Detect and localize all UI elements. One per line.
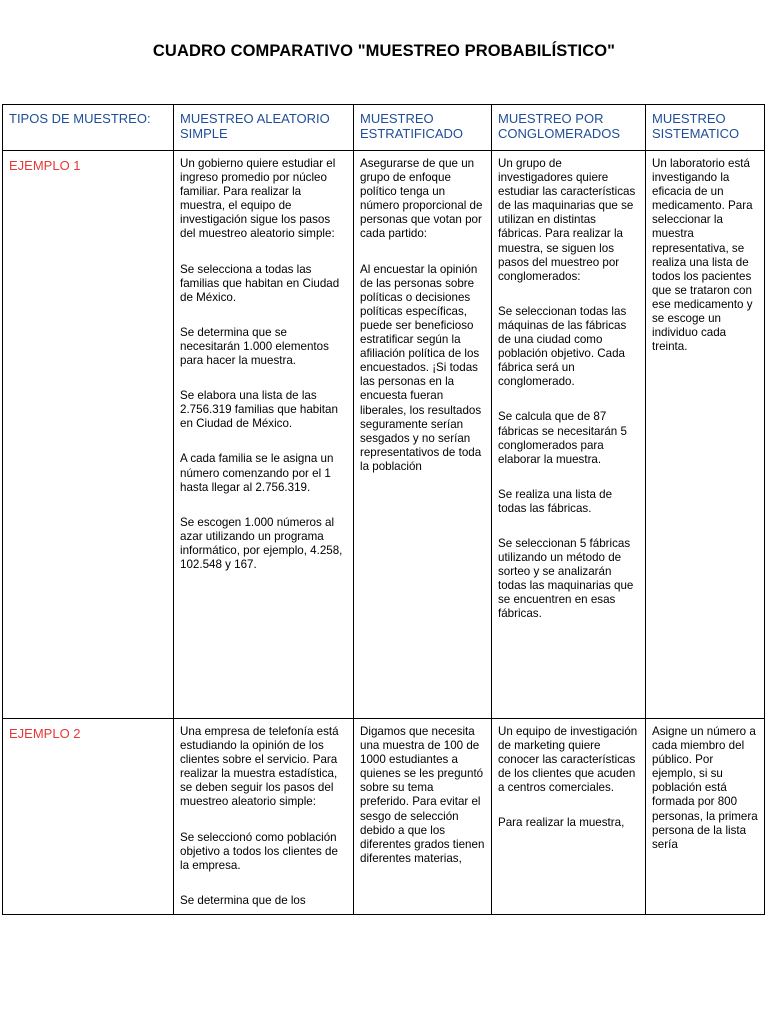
cell-paragraph: Asegurarse de que un grupo de enfoque político tenga un número proporcional de personas que votan por cada partido: [360,157,483,241]
comparison-table [2,104,765,915]
cell-paragraph: Se seleccionan todas las máquinas de las fábricas de una ciudad como población objetivo. Cada fábrica será un conglomerado. [498,304,627,389]
header-label: MUESTREO POR CONGLOMERADOS [498,111,621,141]
cell-paragraph: Asigne un número a cada miembro del público. Por ejemplo, si su población está formada por 800 personas, la primera persona de la lista sería [652,725,758,851]
cell-paragraph: Se elabora una lista de las 2.756.319 familias que habitan en Ciudad de México. [180,389,338,431]
page-title: CUADRO COMPARATIVO "MUESTREO PROBABILÍSTICO" [152,42,616,60]
cell-paragraph: Digamos que necesita una muestra de 100 de 1000 estudiantes a quienes se les preguntó sobre su tema preferido. Para evitar el sesgo de selección debido a que los diferentes grados tienen diferentes materias, [360,725,485,865]
header-cell-aleatorio-simple [174,105,354,151]
cell-paragraph: Un gobierno quiere estudiar el ingreso promedio por núcleo familiar. Para realizar la muestra, el equipo de investigación sigue los pasos del muestreo aleatorio simple: [180,157,336,241]
cell-content [360,157,485,474]
cell-paragraph: Una empresa de telefonía está estudiando la opinión de los clientes sobre el servicio. Para realizar la muestra estadística, se deben seguir los pasos del muestreo aleatorio simple: [180,725,339,809]
cell-content [360,725,485,908]
cell-content [498,725,639,908]
row-label: EJEMPLO 1 [9,158,81,173]
header-label: MUESTREO ESTRATIFICADO [360,111,464,141]
cell-paragraph: Al encuestar la opinión de las personas sobre políticas o decisiones políticas específicas, puede ser beneficioso estratificar según la afiliación política de los encuestados. ¡Si todas las personas en la encuesta fueran liberales, los resultados seguramente serían sesgados y no serían representativos de toda la población [360,262,482,473]
cell-paragraph: Un equipo de investigación de marketing quiere conocer las características de los clientes que acuden a centros comerciales. [498,725,638,795]
cell-conglomerados [492,151,646,719]
cell-paragraph: Se seleccionan 5 fábricas utilizando un método de sorteo y se analizarán todas las maquinarias que se encuentren en esas fábricas. [498,536,634,621]
header-cell-estratificado [354,105,492,151]
cell-paragraph: Un grupo de investigadores quiere estudiar las características de las maquinarias que se utilizan en distintas fábricas. Para realizar la muestra, se siguen los pasos del muestreo por conglomerados: [498,157,636,283]
cell-content [652,725,758,908]
table-row-ejemplo-2 [3,719,765,915]
table-header-row [3,105,765,151]
cell-paragraph: Se determina que se necesitarán 1.000 elementos para hacer la muestra. [180,325,329,368]
cell-paragraph: Para realizar la muestra, [498,816,625,830]
cell-paragraph: Se calcula que de 87 fábricas se necesitarán 5 conglomerados para elaborar la muestra. [498,410,627,466]
cell-paragraph: Se determina que de los [180,893,306,907]
cell-content [180,725,347,908]
cell-content [180,157,347,572]
cell-paragraph: A cada familia se le asigna un número comenzando por el 1 hasta llegar al 2.756.319. [180,452,334,494]
table-row-ejemplo-1 [3,151,765,719]
cell-paragraph: Se realiza una lista de todas las fábricas. [498,487,613,515]
cell-paragraph: Se seleccionó como población objetivo a todos los clientes de la empresa. [180,830,338,872]
cell-paragraph: Se selecciona a todas las familias que habitan en Ciudad de México. [180,262,340,304]
cell-estratificado [354,719,492,915]
row-label: EJEMPLO 2 [9,726,81,741]
header-cell-conglomerados [492,105,646,151]
cell-paragraph: Se escogen 1.000 números al azar utilizando un programa informático, por ejemplo, 4.258, 102.548 y 167. [180,515,343,571]
cell-estratificado [354,151,492,719]
cell-sistematico [646,151,765,719]
cell-content [652,157,758,354]
header-cell-tipos [3,105,174,151]
cell-paragraph: Un laboratorio está investigando la eficacia de un medicamento. Para seleccionar la muestra representativa, se realiza una lista de todos los pacientes que se trataron con ese medicamento y se escoge un individuo cada treinta. [652,157,753,354]
header-label: MUESTREO SISTEMATICO [652,111,740,141]
cell-aleatorio-simple [174,719,354,915]
header-label: MUESTREO ALEATORIO SIMPLE [180,111,330,141]
header-cell-sistematico [646,105,765,151]
cell-conglomerados [492,719,646,915]
cell-content [498,157,639,622]
header-label: TIPOS DE MUESTREO: [9,111,151,126]
row-label-cell [3,151,174,719]
cell-aleatorio-simple [174,151,354,719]
cell-sistematico [646,719,765,915]
row-label-cell [3,719,174,915]
